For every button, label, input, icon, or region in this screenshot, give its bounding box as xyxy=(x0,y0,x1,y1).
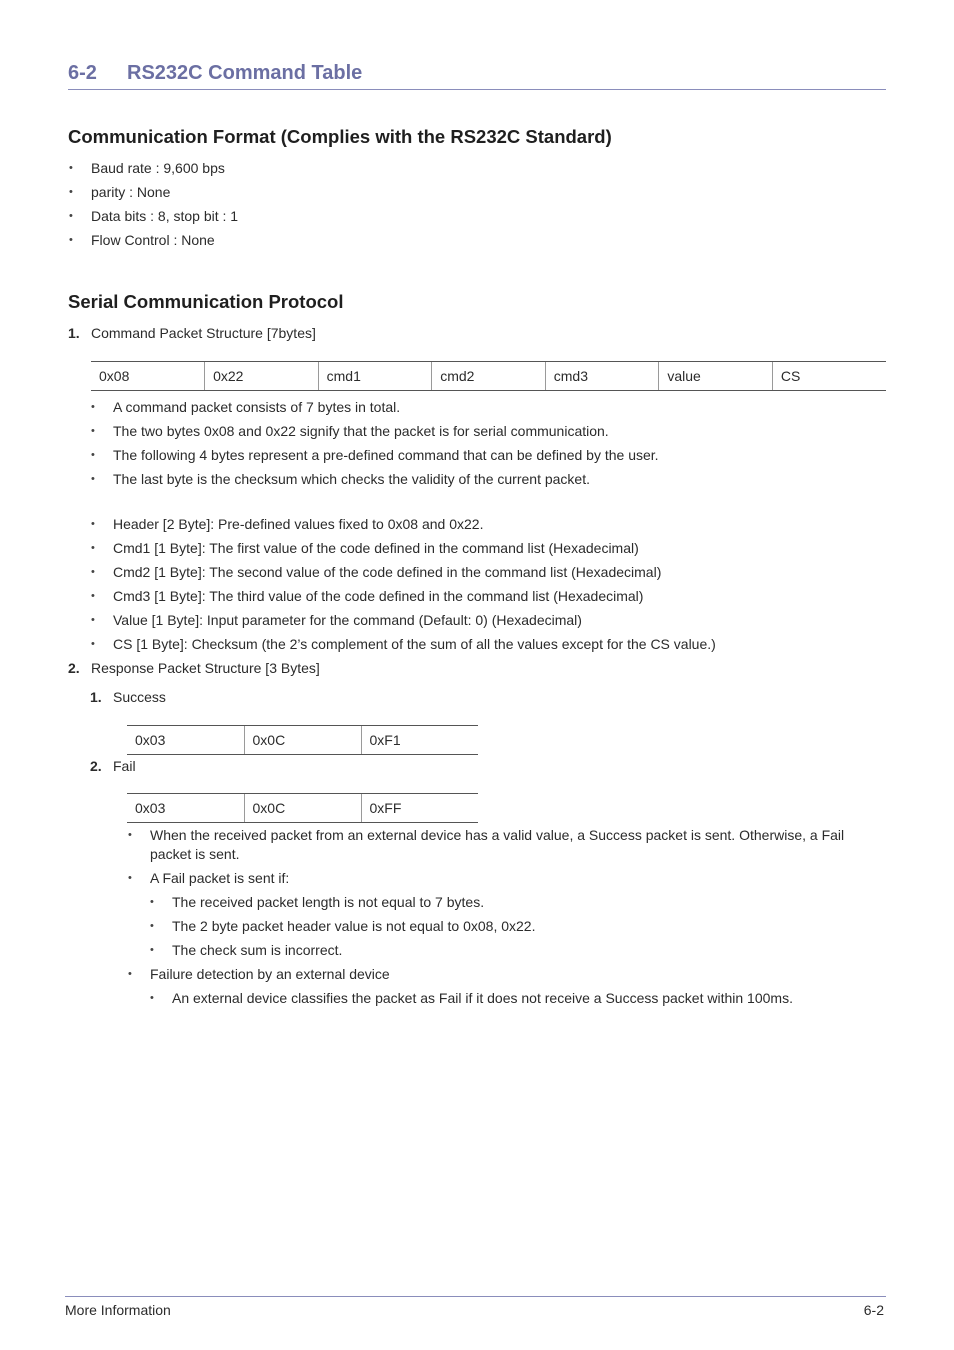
success-packet-table xyxy=(127,725,478,755)
packet-cell: 0x22 xyxy=(205,362,319,391)
packet-cell: 0x03 xyxy=(127,794,244,823)
fail-condition: • The check sum is incorrect. xyxy=(172,941,342,959)
packet-cell: cmd2 xyxy=(432,362,546,391)
substep-number: 1. xyxy=(90,689,102,705)
table-row xyxy=(127,794,478,823)
format-item: • parity : None xyxy=(91,183,170,201)
packet-cell: 0xFF xyxy=(361,794,478,823)
response-note: • A Fail packet is sent if: xyxy=(150,869,289,887)
step-label: Command Packet Structure [7bytes] xyxy=(91,325,316,341)
packet-cell: cmd1 xyxy=(318,362,432,391)
packet-cell: 0x0C xyxy=(244,794,361,823)
step-number: 2. xyxy=(68,660,80,676)
packet-note: • The two bytes 0x08 and 0x22 signify that the packet is for serial communication. xyxy=(113,422,609,440)
substep-number: 2. xyxy=(90,758,102,774)
protocol-heading: Serial Communication Protocol xyxy=(68,291,344,312)
field-note: • CS [1 Byte]: Checksum (the 2’s complement of the sum of all the values except for the CS value.) xyxy=(113,635,716,653)
field-note: • Value [1 Byte]: Input parameter for the command (Default: 0) (Hexadecimal) xyxy=(113,611,582,629)
packet-cell: 0x0C xyxy=(244,726,361,755)
response-note-continued: packet is sent. xyxy=(150,846,240,862)
field-note: • Cmd3 [1 Byte]: The third value of the code defined in the command list (Hexadecimal) xyxy=(113,587,643,605)
command-packet-table xyxy=(91,361,886,391)
fail-condition: • The 2 byte packet header value is not equal to 0x08, 0x22. xyxy=(172,917,535,935)
format-item: • Flow Control : None xyxy=(91,231,215,249)
footer-divider xyxy=(65,1296,886,1297)
step-number: 1. xyxy=(68,325,80,341)
step-2 xyxy=(68,659,320,677)
section-title: RS232C Command Table xyxy=(127,62,363,84)
fail-condition: • The received packet length is not equal to 7 bytes. xyxy=(172,893,484,911)
table-row xyxy=(127,726,478,755)
format-item: • Baud rate : 9,600 bps xyxy=(91,159,225,177)
page-title xyxy=(68,62,362,85)
format-heading: Communication Format (Complies with the RS232C Standard) xyxy=(68,126,612,147)
packet-note: • A command packet consists of 7 bytes in total. xyxy=(113,398,400,416)
failure-detection-note: • An external device classifies the packet as Fail if it does not receive a Success packet within 100ms. xyxy=(172,989,793,1007)
footer-section-name: More Information xyxy=(65,1302,171,1318)
footer-page-number: 6-2 xyxy=(863,1302,884,1318)
substep-label: Success xyxy=(113,689,166,705)
substep-fail xyxy=(90,757,136,775)
field-note: • Cmd1 [1 Byte]: The first value of the code defined in the command list (Hexadecimal) xyxy=(113,539,639,557)
response-note: • Failure detection by an external device xyxy=(150,965,390,983)
packet-cell: CS xyxy=(772,362,886,391)
packet-cell: cmd3 xyxy=(545,362,659,391)
title-divider xyxy=(68,89,886,90)
packet-note: • The last byte is the checksum which checks the validity of the current packet. xyxy=(113,470,590,488)
table-row xyxy=(91,362,886,391)
response-note: • When the received packet from an external device has a valid value, a Success packet is sent. Otherwise, a Fail xyxy=(150,826,844,844)
fail-packet-table xyxy=(127,793,478,823)
packet-note: • The following 4 bytes represent a pre-defined command that can be defined by the user. xyxy=(113,446,659,464)
packet-cell: value xyxy=(659,362,773,391)
section-number: 6-2 xyxy=(68,62,97,84)
substep-success xyxy=(90,688,166,706)
packet-cell: 0xF1 xyxy=(361,726,478,755)
format-item: • Data bits : 8, stop bit : 1 xyxy=(91,207,238,225)
substep-label: Fail xyxy=(113,758,136,774)
field-note: • Cmd2 [1 Byte]: The second value of the code defined in the command list (Hexadecimal) xyxy=(113,563,661,581)
step-1 xyxy=(68,324,316,342)
packet-cell: 0x03 xyxy=(127,726,244,755)
step-label: Response Packet Structure [3 Bytes] xyxy=(91,660,320,676)
packet-cell: 0x08 xyxy=(91,362,205,391)
field-note: • Header [2 Byte]: Pre-defined values fixed to 0x08 and 0x22. xyxy=(113,515,483,533)
